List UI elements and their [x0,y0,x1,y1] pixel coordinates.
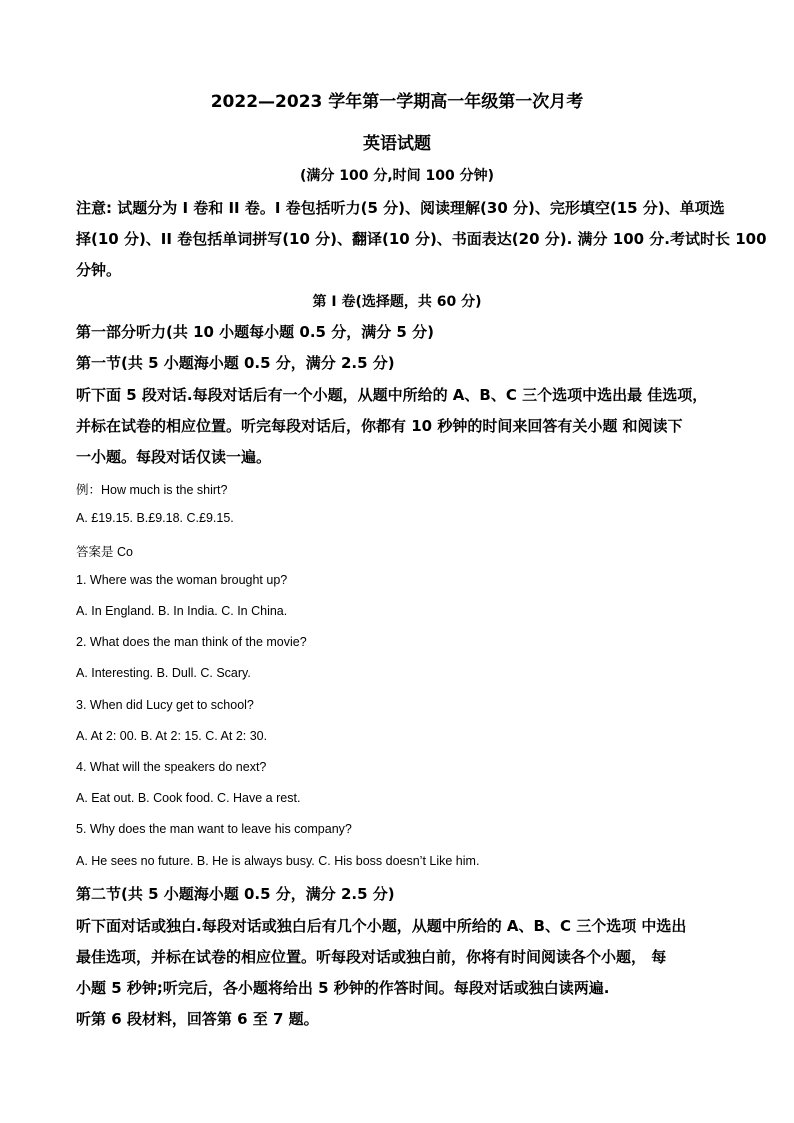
instruction-line: 听下面对话或独白.每段对话或独白后有几个小题，从题中所给的 A、B、C 三个选项 中选出 [76,917,687,935]
instruction-line: 听下面 5 段对话.每段对话后有一个小题，从题中所给的 A、B、C 三个选项中选出最 佳选项， [76,386,708,404]
notice-line: 注意: 试题分为 I 卷和 II 卷。I 卷包括听力(5 分)、阅读理解(30 分)、完形填空(15 分)、单项选 [76,199,725,217]
instruction-line: 最佳选项，并标在试卷的相应位置。听每段对话或独白前，你将有时间阅读各个小题， 每 [76,948,667,966]
section-title: 第二节(共 5 小题海小题 0.5 分，满分 2.5 分) [76,885,395,903]
question-text: 3. When did Lucy get to school? [76,698,254,712]
question-options: A. He sees no future. B. He is always busy. C. His boss doesn’t Like him. [76,854,480,868]
subject-title: 英语试题 [363,134,431,154]
section-title: 第一节(共 5 小题海小题 0.5 分，满分 2.5 分) [76,354,395,372]
question-options: A. At 2: 00. B. At 2: 15. C. At 2: 30. [76,729,268,743]
material-prompt: 听第 6 段材料，回答第 6 至 7 题。 [76,1010,319,1028]
question-options: A. Interesting. B. Dull. C. Scary. [76,666,251,680]
question-text: 4. What will the speakers do next? [76,760,267,774]
instruction-line: 并标在试卷的相应位置。听完每段对话后，你都有 10 秒钟的时间来回答有关小题 和阅读下 [76,417,683,435]
question-options: A. In England. B. In India. C. In China. [76,604,288,618]
exam-title: 2022—2023 学年第一学期高一年级第一次月考 [210,92,584,112]
question-text: 1. Where was the woman brought up? [76,573,288,587]
question-text: 2. What does the man think of the movie? [76,635,307,649]
question-text: 5. Why does the man want to leave his company? [76,822,352,836]
part-title: 第一部分听力(共 10 小题每小题 0.5 分，满分 5 分) [76,323,434,341]
question-options: A. Eat out. B. Cook food. C. Have a rest. [76,791,301,805]
instruction-line: 小题 5 秒钟;听完后，各小题将给出 5 秒钟的作答时间。每段对话或独白读两遍. [76,979,610,997]
instruction-line: 一小题。每段对话仅读一遍。 [76,448,272,466]
volume-title: 第 I 卷(选择题，共 60 分) [312,294,482,310]
example-question: 例：How much is the shirt? [76,483,228,497]
notice-line: 择(10 分)、II 卷包括单词拼写(10 分)、翻译(10 分)、书面表达(20 分). 满分 100 分.考试时长 100 [76,230,767,248]
example-options: A. £19.15. B.£9.18. C.£9.15. [76,511,234,525]
notice-line: 分钟。 [76,261,122,279]
score-time-note: (满分 100 分,时间 100 分钟) [299,168,495,184]
example-answer: 答案是 Co [76,545,133,559]
